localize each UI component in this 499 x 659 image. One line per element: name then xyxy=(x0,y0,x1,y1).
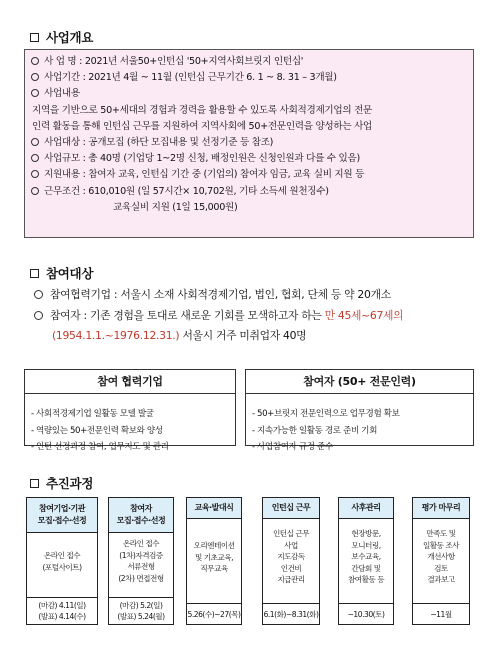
list-item: - 인턴 선정과정 참여, 업무지도 및 관리 xyxy=(31,442,169,452)
list-item: - 지속가능한 일활동 경로 준비 기회 xyxy=(252,425,377,436)
overview-row-target: 사업대상 : 공개모집 (하단 모집내용 및 선정기준 등 참조) xyxy=(31,135,467,151)
process-step-date: 5.26(수)~27(목) xyxy=(186,603,242,625)
overview-content-line1: 지역을 기반으로 50+세대의 경험과 경력을 활용할 수 있도록 사회적경제기업의 전문 xyxy=(32,104,373,116)
process-step-header: 인턴십 근무 xyxy=(262,497,320,519)
process-step-header: 참여기업·기관 모집·접수·선정 xyxy=(26,497,98,533)
process-step-followup xyxy=(338,497,394,625)
process-step-body: 오리엔테이션 및 기초교육, 직무교육 xyxy=(193,541,235,573)
participant-table-body xyxy=(246,394,473,456)
process-title: 추진과정 xyxy=(30,474,93,492)
process-step-body: 현장방문, 모니터링, 보수교육, 간담회 및 참여활동 등 xyxy=(347,529,385,584)
company-table-body xyxy=(25,394,235,456)
process-step-header: 평가 마무리 xyxy=(412,497,470,519)
circle-bullet-icon xyxy=(31,138,39,146)
circle-bullet-icon xyxy=(31,89,39,97)
overview-extra-line: 교육실비 지원 (1일 15,000원) xyxy=(113,201,238,213)
company-benefits-table xyxy=(24,369,236,452)
overview-row-conditions: 근무조건 : 610,010원 (일 57시간× 10,702원, 기타 소득세 원천징수) xyxy=(31,184,467,200)
company-table-header: 참여 협력기업 xyxy=(25,370,235,394)
circle-bullet-icon xyxy=(34,290,43,299)
process-step-internship xyxy=(262,497,320,625)
process-step-company-recruit xyxy=(26,497,98,625)
circle-bullet-icon xyxy=(31,57,39,65)
overview-row-period: 사업기간 : 2021년 4월 ~ 11월 (인턴십 근무기간 6. 1 ~ 8. 31 – 3개월) xyxy=(31,70,467,86)
process-step-date: (마감) 5.2(일) (발표) 5.24(월) xyxy=(108,597,174,625)
participants-line2: 참여자 : 기존 경험을 토대로 새로운 기회를 모색하고자 하는 만 45세~67세의 xyxy=(34,307,403,324)
process-step-body: 온라인 접수 (1차)자격검증 서류전형 (2차) 면접전형 xyxy=(118,539,164,583)
circle-bullet-icon xyxy=(31,187,39,195)
participant-table-header: 참여자 (50+ 전문인력) xyxy=(246,370,473,394)
process-step-body: 인턴십 근무 사업 지도감독 인건비 지급관리 xyxy=(272,529,310,584)
overview-content-line2: 인력 활동을 통해 인턴십 근무를 지원하여 지역사회에 50+전문인력을 양성하는 사업 xyxy=(32,120,373,132)
process-step-evaluation xyxy=(412,497,470,625)
overview-title: 사업개요 xyxy=(30,28,93,46)
overview-box xyxy=(24,49,474,238)
square-bullet-icon xyxy=(30,479,39,488)
overview-row-name: 사 업 명 : 2021년 서울50+인턴십 '50+지역사회브릿지 인턴십' xyxy=(31,54,467,70)
square-bullet-icon xyxy=(30,33,39,42)
process-step-date: ~11월 xyxy=(412,603,470,625)
process-step-body: 만족도 및 일활동 조사 개선사항 검토 결과보고 xyxy=(422,529,460,584)
process-step-body: 온라인 접수 (포털사이트) xyxy=(42,551,82,572)
circle-bullet-icon xyxy=(31,170,39,178)
square-bullet-icon xyxy=(30,269,39,278)
overview-row-support: 지원내용 : 참여자 교육, 인턴십 기간 중 (기업의) 참여자 임금, 교육 실비 지원 등 xyxy=(31,167,467,183)
participants-title: 참여대상 xyxy=(30,264,93,282)
circle-bullet-icon xyxy=(34,311,43,320)
process-step-date: 6.1(화)~8.31(화) xyxy=(262,603,320,625)
circle-bullet-icon xyxy=(31,154,39,162)
participants-line1: 참여협력기업 : 서울시 소재 사회적경제기업, 법인, 협회, 단체 등 약 20개소 xyxy=(34,286,391,303)
list-item: - 역량있는 50+전문인력 확보와 양성 xyxy=(31,425,163,436)
process-step-header: 참여자 모집·접수·선정 xyxy=(108,497,174,533)
process-step-date: (마감) 4.11(일) (발표) 4.14(수) xyxy=(26,597,98,625)
process-step-participant-recruit xyxy=(108,497,174,625)
list-item: - 50+브릿지 전문인력으로 업무경험 확보 xyxy=(252,409,400,419)
process-step-date: ~10.30(토) xyxy=(338,603,394,625)
overview-row-content: 사업내용 xyxy=(31,86,467,102)
list-item: - 사회적경제기업 일활동 모델 발굴 xyxy=(31,409,154,419)
participant-benefits-table xyxy=(245,369,474,452)
circle-bullet-icon xyxy=(31,73,39,81)
overview-row-scale: 사업규모 : 총 40명 (기업당 1~2명 신청, 배정인원은 신청인원과 다를 수 있음) xyxy=(31,151,467,167)
list-item: - 사업참여자 규정 준수 xyxy=(252,442,333,452)
participants-line3: (1954.1.1.~1976.12.31.) 서울시 거주 미취업자 40명 xyxy=(52,329,307,342)
process-step-header: 교육·발대식 xyxy=(186,497,242,519)
process-step-education xyxy=(186,497,242,625)
process-step-header: 사후관리 xyxy=(338,497,394,519)
